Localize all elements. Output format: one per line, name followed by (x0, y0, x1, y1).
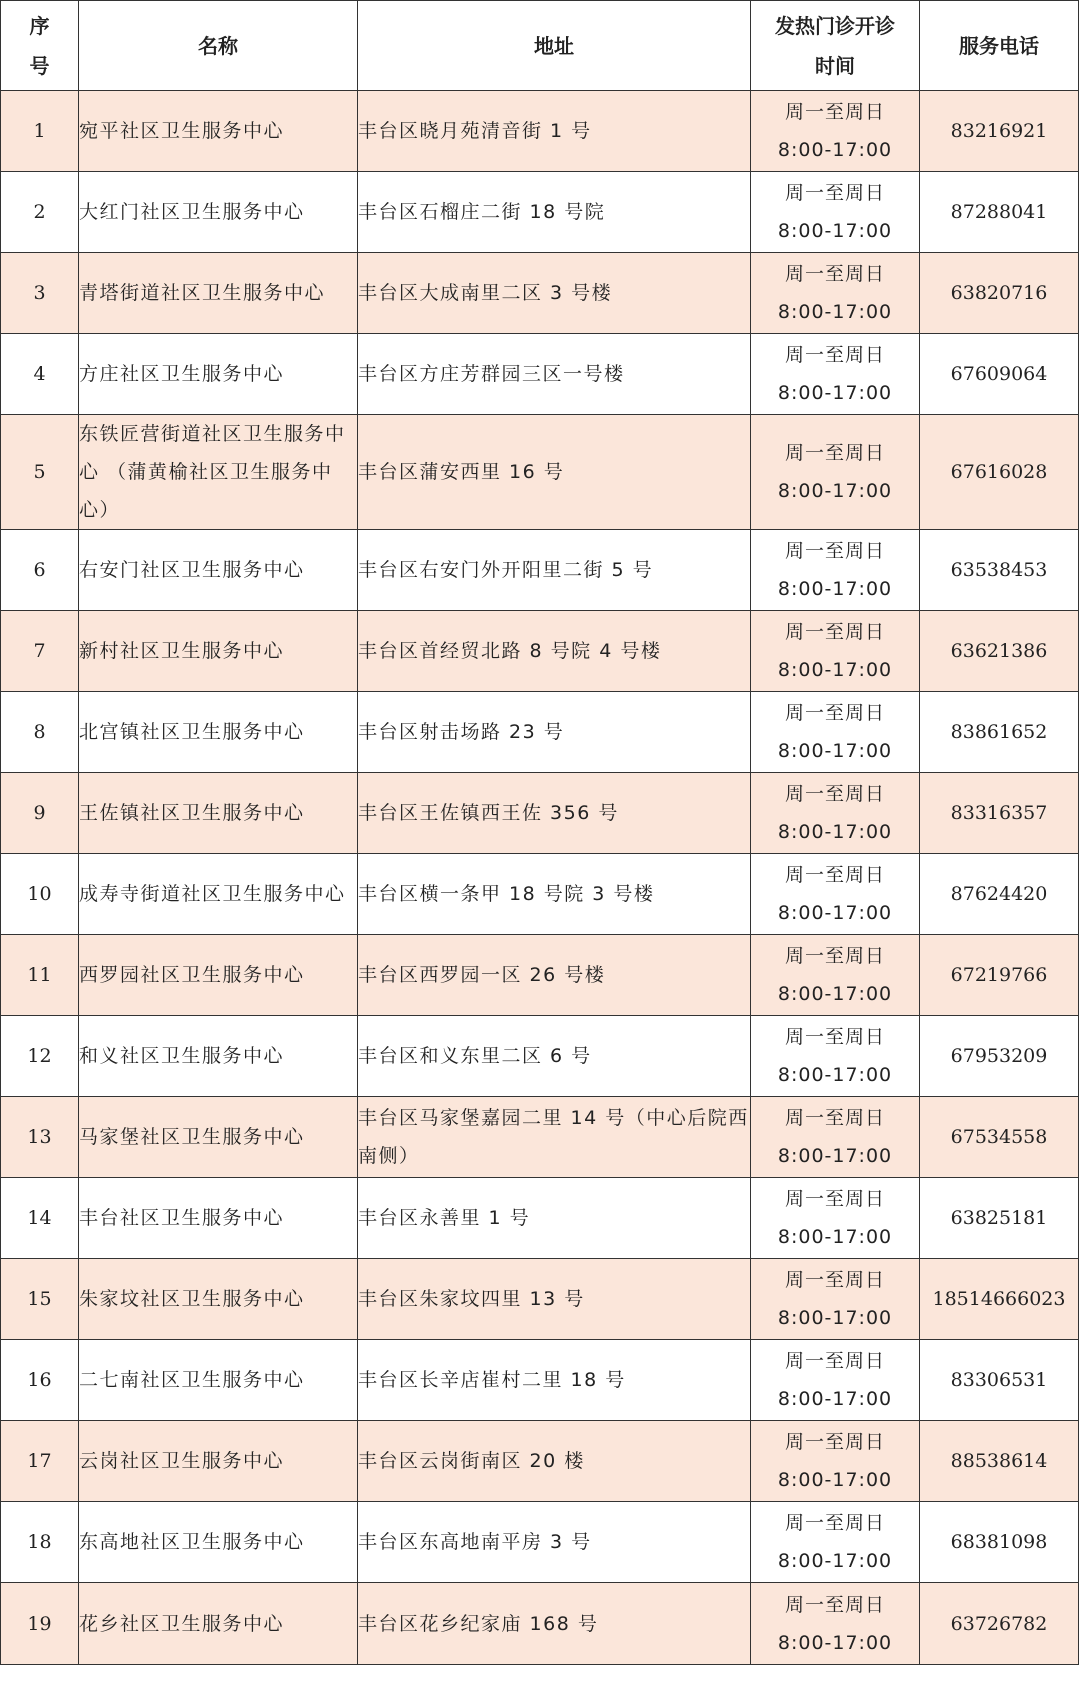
row-hours (751, 1097, 920, 1178)
row-phone: 83316357 (920, 773, 1079, 854)
row-hours (751, 611, 920, 692)
row-hours-time: 8:00-17:00 (777, 1469, 893, 1491)
row-address: 丰台区朱家坟四里 13 号 (358, 1259, 751, 1340)
row-address: 丰台区晓月苑清音街 1 号 (358, 91, 751, 172)
row-index: 16 (1, 1340, 79, 1421)
row-phone: 83216921 (920, 91, 1079, 172)
row-name: 丰台社区卫生服务中心 (79, 1178, 358, 1259)
row-hours-time: 8:00-17:00 (777, 1388, 893, 1410)
row-address: 丰台区云岗街南区 20 楼 (358, 1421, 751, 1502)
row-hours-time: 8:00-17:00 (777, 983, 893, 1005)
row-hours-days: 周一至周日 (784, 1593, 885, 1616)
row-phone: 87624420 (920, 854, 1079, 935)
table-row (1, 1421, 1079, 1502)
row-hours (751, 530, 920, 611)
row-address: 丰台区长辛店崔村二里 18 号 (358, 1340, 751, 1421)
row-name: 右安门社区卫生服务中心 (79, 530, 358, 611)
row-index: 8 (1, 692, 79, 773)
table-row (1, 854, 1079, 935)
table-row (1, 1097, 1079, 1178)
row-address: 丰台区永善里 1 号 (358, 1178, 751, 1259)
table-header-row (1, 1, 1079, 91)
row-phone: 67219766 (920, 935, 1079, 1016)
row-hours (751, 415, 920, 530)
row-hours-days: 周一至周日 (784, 945, 885, 967)
row-name: 宛平社区卫生服务中心 (79, 91, 358, 172)
row-index: 3 (1, 253, 79, 334)
row-index: 10 (1, 854, 79, 935)
row-hours-time: 8:00-17:00 (777, 480, 893, 502)
row-phone: 83861652 (920, 692, 1079, 773)
row-name: 云岗社区卫生服务中心 (79, 1421, 358, 1502)
row-phone: 63621386 (920, 611, 1079, 692)
row-phone: 83306531 (920, 1340, 1079, 1421)
row-address: 丰台区大成南里二区 3 号楼 (358, 253, 751, 334)
table-row (1, 935, 1079, 1016)
row-hours-time: 8:00-17:00 (777, 1550, 893, 1572)
row-name: 方庄社区卫生服务中心 (79, 334, 358, 415)
row-address: 丰台区和义东里二区 6 号 (358, 1016, 751, 1097)
row-phone: 63820716 (920, 253, 1079, 334)
row-hours-time: 8:00-17:00 (777, 1226, 893, 1248)
row-address: 丰台区西罗园一区 26 号楼 (358, 935, 751, 1016)
row-phone: 63825181 (920, 1178, 1079, 1259)
row-hours-time: 8:00-17:00 (777, 139, 893, 161)
row-hours (751, 854, 920, 935)
row-index: 1 (1, 91, 79, 172)
table-row (1, 253, 1079, 334)
row-hours (751, 172, 920, 253)
row-name: 青塔街道社区卫生服务中心 (79, 253, 358, 334)
row-hours (751, 334, 920, 415)
row-name: 二七南社区卫生服务中心 (79, 1340, 358, 1421)
row-hours-time: 8:00-17:00 (777, 902, 893, 924)
row-address: 丰台区横一条甲 18 号院 3 号楼 (358, 854, 751, 935)
table-row (1, 1583, 1079, 1665)
row-index: 13 (1, 1097, 79, 1178)
row-phone: 63726782 (920, 1583, 1079, 1665)
row-hours-days: 周一至周日 (784, 783, 885, 805)
row-phone: 67534558 (920, 1097, 1079, 1178)
row-phone: 67953209 (920, 1016, 1079, 1097)
row-hours (751, 773, 920, 854)
row-phone: 88538614 (920, 1421, 1079, 1502)
row-hours-days: 周一至周日 (784, 1026, 885, 1048)
row-phone: 87288041 (920, 172, 1079, 253)
row-hours-days: 周一至周日 (784, 621, 885, 643)
row-hours (751, 253, 920, 334)
row-phone: 67616028 (920, 415, 1079, 530)
row-name: 花乡社区卫生服务中心 (79, 1583, 358, 1665)
table-row (1, 611, 1079, 692)
table-row (1, 692, 1079, 773)
row-address: 丰台区蒲安西里 16 号 (358, 415, 751, 530)
row-address: 丰台区右安门外开阳里二街 5 号 (358, 530, 751, 611)
row-hours-time: 8:00-17:00 (777, 1631, 893, 1654)
header-hours: 发热门诊开诊时间 (751, 1, 920, 91)
row-index: 19 (1, 1583, 79, 1665)
row-hours-time: 8:00-17:00 (777, 1064, 893, 1086)
row-phone: 68381098 (920, 1502, 1079, 1583)
row-name: 成寿寺街道社区卫生服务中心 (79, 854, 358, 935)
row-phone: 63538453 (920, 530, 1079, 611)
header-address: 地址 (358, 1, 751, 91)
table-row (1, 1178, 1079, 1259)
row-hours-days: 周一至周日 (784, 1512, 885, 1534)
table-row (1, 1259, 1079, 1340)
row-hours-days: 周一至周日 (784, 702, 885, 724)
table-row (1, 1340, 1079, 1421)
row-hours-time: 8:00-17:00 (777, 821, 893, 843)
row-hours-days: 周一至周日 (784, 442, 885, 464)
row-hours (751, 692, 920, 773)
table-row (1, 773, 1079, 854)
row-name: 北宫镇社区卫生服务中心 (79, 692, 358, 773)
row-index: 15 (1, 1259, 79, 1340)
row-index: 7 (1, 611, 79, 692)
row-hours-time: 8:00-17:00 (777, 382, 893, 404)
row-name: 东铁匠营街道社区卫生服务中心 （蒲黄榆社区卫生服务中心） (79, 415, 358, 530)
row-hours (751, 1259, 920, 1340)
row-hours-days: 周一至周日 (784, 1431, 885, 1453)
row-name: 王佐镇社区卫生服务中心 (79, 773, 358, 854)
row-name: 朱家坟社区卫生服务中心 (79, 1259, 358, 1340)
row-index: 5 (1, 415, 79, 530)
row-name: 马家堡社区卫生服务中心 (79, 1097, 358, 1178)
row-hours-time: 8:00-17:00 (777, 1307, 893, 1329)
row-hours (751, 1583, 920, 1665)
row-hours-days: 周一至周日 (784, 1269, 885, 1291)
row-hours-time: 8:00-17:00 (777, 578, 893, 600)
row-hours-days: 周一至周日 (784, 1350, 885, 1372)
row-address: 丰台区花乡纪家庙 168 号 (358, 1583, 751, 1665)
row-hours-days: 周一至周日 (784, 101, 885, 123)
row-hours-time: 8:00-17:00 (777, 220, 893, 242)
row-name: 东高地社区卫生服务中心 (79, 1502, 358, 1583)
row-index: 11 (1, 935, 79, 1016)
header-phone: 服务电话 (920, 1, 1079, 91)
row-hours-days: 周一至周日 (784, 540, 885, 562)
row-index: 4 (1, 334, 79, 415)
row-hours (751, 1340, 920, 1421)
row-hours (751, 1502, 920, 1583)
row-hours-time: 8:00-17:00 (777, 740, 893, 762)
row-address: 丰台区射击场路 23 号 (358, 692, 751, 773)
table-row (1, 334, 1079, 415)
row-address: 丰台区马家堡嘉园二里 14 号（中心后院西南侧） (358, 1097, 751, 1178)
row-phone: 67609064 (920, 334, 1079, 415)
table-row (1, 530, 1079, 611)
row-hours (751, 1178, 920, 1259)
row-hours-days: 周一至周日 (784, 1107, 885, 1129)
row-address: 丰台区方庄芳群园三区一号楼 (358, 334, 751, 415)
row-index: 9 (1, 773, 79, 854)
row-name: 和义社区卫生服务中心 (79, 1016, 358, 1097)
row-hours-days: 周一至周日 (784, 864, 885, 886)
table-row (1, 1502, 1079, 1583)
row-name: 大红门社区卫生服务中心 (79, 172, 358, 253)
row-index: 2 (1, 172, 79, 253)
row-name: 西罗园社区卫生服务中心 (79, 935, 358, 1016)
row-hours-days: 周一至周日 (784, 1188, 885, 1210)
row-phone: 18514666023 (920, 1259, 1079, 1340)
row-hours-days: 周一至周日 (784, 182, 885, 204)
row-name: 新村社区卫生服务中心 (79, 611, 358, 692)
table-row (1, 91, 1079, 172)
row-index: 6 (1, 530, 79, 611)
row-address: 丰台区东高地南平房 3 号 (358, 1502, 751, 1583)
row-hours-days: 周一至周日 (784, 344, 885, 366)
row-index: 17 (1, 1421, 79, 1502)
header-index: 序号 (1, 1, 79, 91)
row-hours-time: 8:00-17:00 (777, 659, 893, 681)
row-hours (751, 935, 920, 1016)
row-hours-time: 8:00-17:00 (777, 1145, 893, 1167)
row-hours-days: 周一至周日 (784, 263, 885, 285)
row-index: 12 (1, 1016, 79, 1097)
row-address: 丰台区石榴庄二街 18 号院 (358, 172, 751, 253)
row-hours (751, 91, 920, 172)
table-row (1, 172, 1079, 253)
row-hours (751, 1016, 920, 1097)
row-address: 丰台区王佐镇西王佐 356 号 (358, 773, 751, 854)
header-name: 名称 (79, 1, 358, 91)
table-row (1, 415, 1079, 530)
row-index: 18 (1, 1502, 79, 1583)
table-row (1, 1016, 1079, 1097)
row-hours-time: 8:00-17:00 (777, 301, 893, 323)
row-hours (751, 1421, 920, 1502)
row-index: 14 (1, 1178, 79, 1259)
row-address: 丰台区首经贸北路 8 号院 4 号楼 (358, 611, 751, 692)
